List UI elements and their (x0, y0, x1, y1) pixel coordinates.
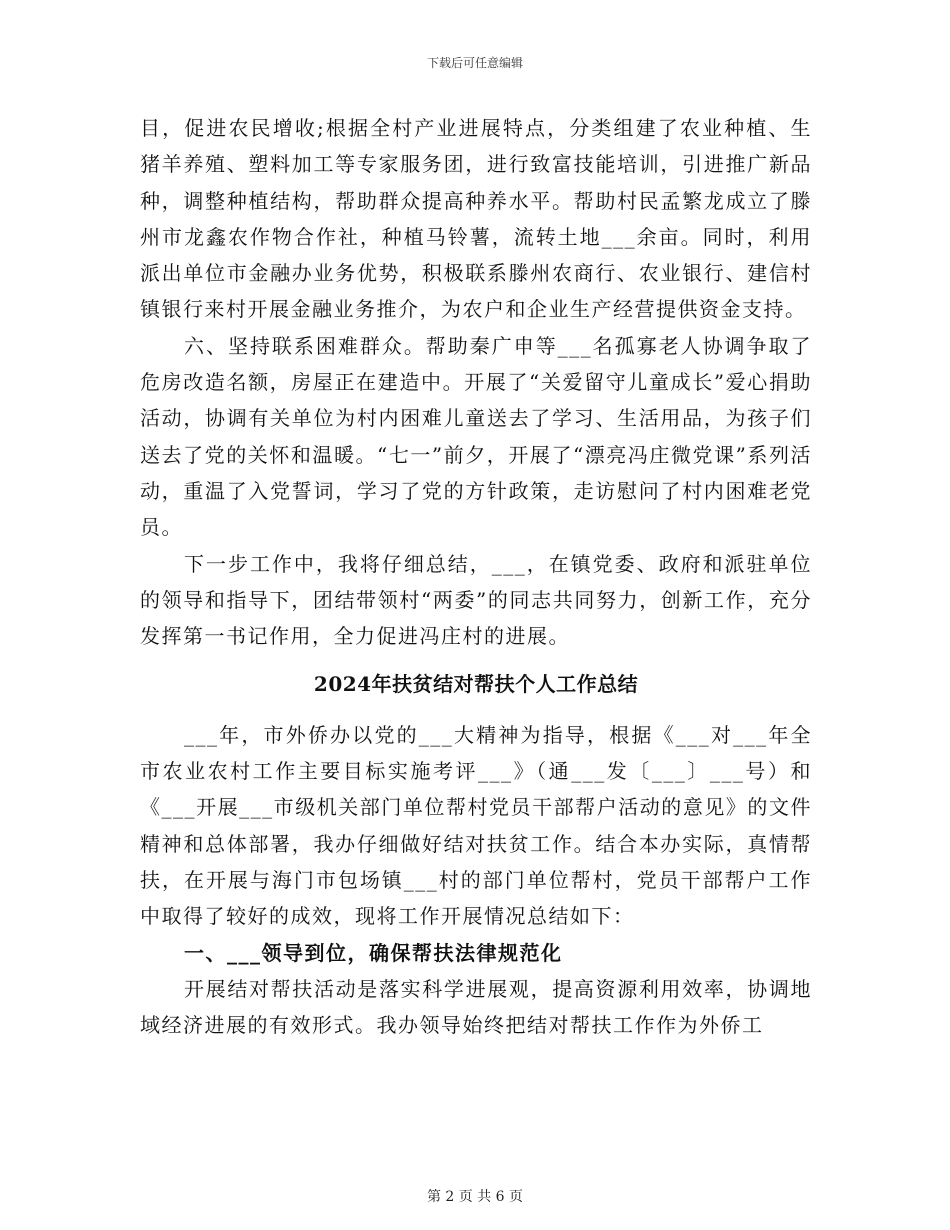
document-body (140, 110, 812, 1043)
page-number: 第 2 页 共 6 页 (426, 1189, 524, 1205)
page-header: 下载后可任意编辑 (426, 56, 523, 70)
document-title: 2024年扶贫结对帮扶个人工作总结 (313, 672, 639, 697)
paragraph-last: 开展结对帮扶活动是落实科学进展观，提高资源利用效率，协调地域经济进展的有效形式。我办领导始终把结对帮扶工作作为外侨工 (140, 976, 812, 1038)
section-heading: 一、___领导到位，确保帮扶法律规范化 (184, 940, 563, 965)
paragraph-next-step: 下一步工作中，我将仔细总结，___，在镇党委、政府和派驻单位的领导和指导下，团结带领村“两委”的同志共同努力，创新工作，充分发挥第一书记作用，全力促进冯庄村的进展。 (140, 551, 812, 649)
paragraph-continuation: 目，促进农民增收;根据全村产业进展特点，分类组建了农业种植、生猪羊养殖、塑料加工等专家服务团，进行致富技能培训，引进推广新品种，调整种植结构，帮助群众提高种养水平。帮助村民孟繁龙成立了滕州市龙鑫农作物合作社，种植马铃薯，流转土地___余亩。同时，利用派出单位市金融办业务优势，积极联系滕州农商行、农业银行、建信村镇银行来村开展金融业务推介，为农户和企业生产经营提供资金支持。 (140, 116, 812, 322)
paragraph-intro: ___年，市外侨办以党的___大精神为指导，根据《___对___年全市农业农村工作主要目标实施考评___》（通___发〔___〕___号）和《___开展___市级机关部门单位帮村党员干部帮户活动的意见》的文件精神和总体部署，我办仔细做好结对扶贫工作。结合本办实际，真情帮扶，在开展与海门市包场镇___村的部门单位帮村，党员干部帮户工作中取得了较好的成效，现将工作开展情况总结如下： (140, 722, 812, 929)
paragraph-six: 六、坚持联系困难群众。帮助秦广申等___名孤寡老人协调争取了危房改造名额，房屋正在建造中。开展了“关爱留守儿童成长”爱心捐助活动，协调有关单位为村内困难儿童送去了学习、生活用品，为孩子们送去了党的关怀和温暖。“七一”前夕，开展了“漂亮冯庄微党课”系列活动，重温了入党誓词，学习了党的方针政策，走访慰问了村内困难老党员。 (140, 333, 812, 540)
